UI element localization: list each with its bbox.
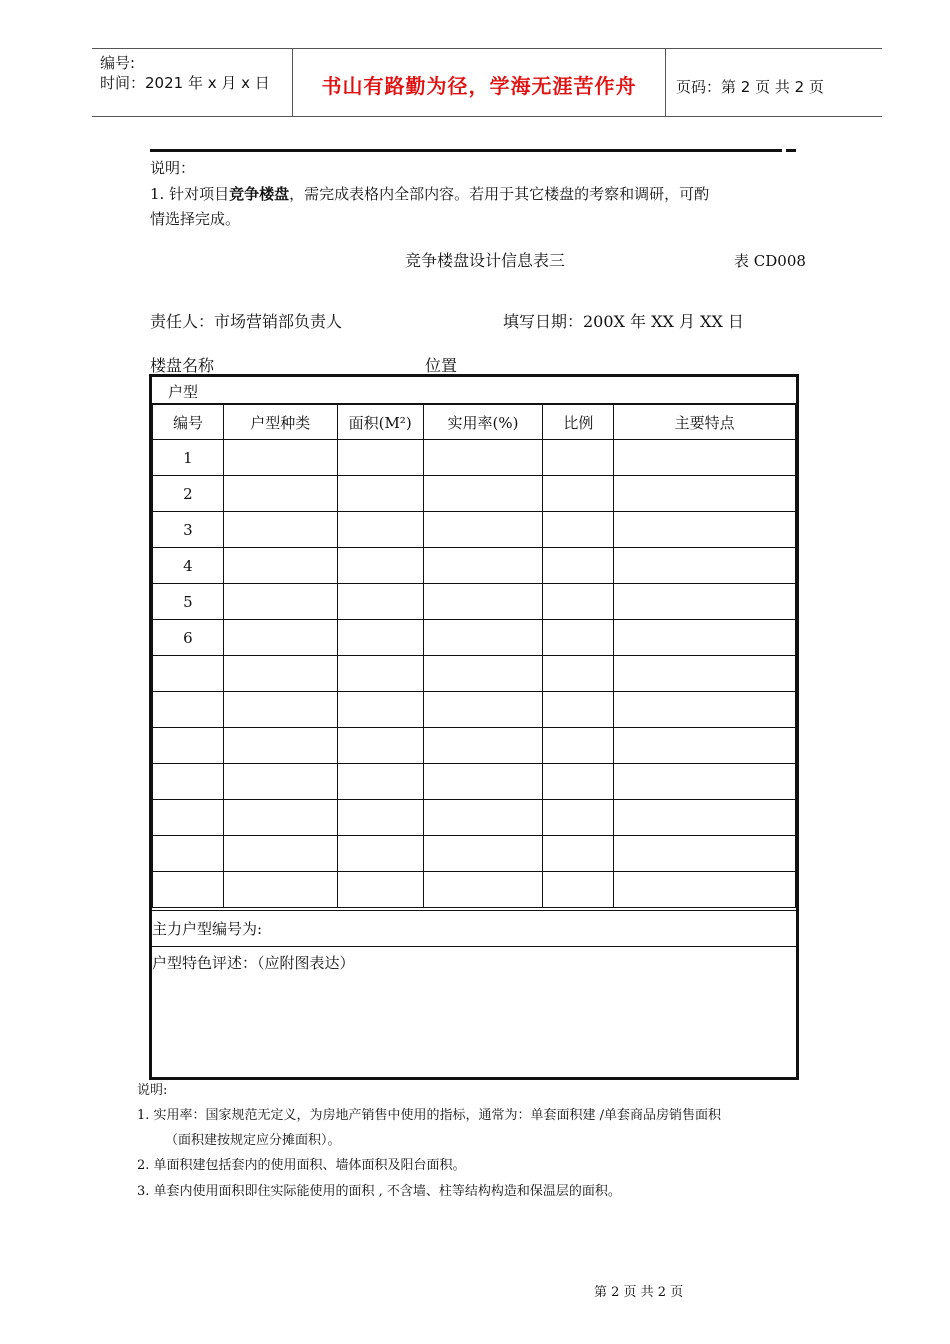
location-label: 位置 bbox=[425, 356, 458, 375]
page-footer: 第 2 页 共 2 页 bbox=[594, 1285, 684, 1300]
entry-cell[interactable] bbox=[423, 764, 543, 800]
entry-cell[interactable] bbox=[543, 764, 614, 800]
intro-label: 说明： bbox=[150, 159, 196, 177]
entry-cell[interactable] bbox=[614, 512, 796, 548]
page-label: 页码：第 2 页 共 2 页 bbox=[676, 78, 824, 96]
entry-cell[interactable] bbox=[423, 440, 543, 476]
entry-cell[interactable] bbox=[337, 764, 423, 800]
table-row bbox=[153, 656, 796, 692]
entry-cell[interactable] bbox=[543, 800, 614, 836]
entry-cell[interactable] bbox=[337, 512, 423, 548]
entry-cell[interactable] bbox=[543, 476, 614, 512]
entry-cell[interactable] bbox=[614, 764, 796, 800]
entry-cell[interactable] bbox=[614, 728, 796, 764]
form-code: 表 CD008 bbox=[734, 252, 806, 270]
entry-cell[interactable] bbox=[614, 836, 796, 872]
entry-cell[interactable] bbox=[223, 548, 337, 584]
entry-cell[interactable] bbox=[423, 692, 543, 728]
entry-cell[interactable] bbox=[337, 548, 423, 584]
intro-line-2: 情选择完成。 bbox=[150, 210, 241, 228]
table-row bbox=[153, 764, 796, 800]
row-number-cell[interactable] bbox=[153, 656, 224, 692]
entry-cell[interactable] bbox=[543, 656, 614, 692]
form-title: 竞争楼盘设计信息表三 bbox=[404, 251, 565, 270]
header-top-rule bbox=[92, 48, 882, 49]
entry-cell[interactable] bbox=[423, 728, 543, 764]
entry-cell[interactable] bbox=[337, 800, 423, 836]
header-bottom-rule bbox=[92, 116, 882, 117]
footnote-item: 2. 单面积建包括套内的使用面积、墙体面积及阳台面积。 bbox=[137, 1158, 466, 1173]
table-row bbox=[153, 728, 796, 764]
project-name-label: 楼盘名称 bbox=[150, 356, 215, 375]
entry-cell[interactable] bbox=[423, 548, 543, 584]
entry-cell[interactable] bbox=[614, 584, 796, 620]
entry-cell[interactable] bbox=[223, 836, 337, 872]
entry-cell[interactable] bbox=[223, 620, 337, 656]
entry-cell[interactable] bbox=[543, 620, 614, 656]
unit-type-table bbox=[152, 404, 796, 908]
section-rule bbox=[150, 149, 782, 152]
entry-cell[interactable] bbox=[337, 584, 423, 620]
entry-cell[interactable] bbox=[337, 440, 423, 476]
col-header-features: 主要特点 bbox=[614, 405, 796, 440]
entry-cell[interactable] bbox=[223, 692, 337, 728]
entry-cell[interactable] bbox=[423, 836, 543, 872]
entry-cell[interactable] bbox=[423, 656, 543, 692]
table-row bbox=[153, 872, 796, 908]
footnote-item: 3. 单套内使用面积即住实际能使用的面积 , 不含墙、柱等结构构造和保温层的面积。 bbox=[137, 1184, 621, 1199]
responsible-person: 责任人：市场营销部负责人 bbox=[150, 312, 343, 331]
row-rule bbox=[152, 910, 796, 911]
entry-cell[interactable] bbox=[423, 476, 543, 512]
entry-cell[interactable] bbox=[614, 656, 796, 692]
entry-cell[interactable] bbox=[543, 692, 614, 728]
entry-cell[interactable] bbox=[543, 548, 614, 584]
col-header-area: 面积(M²) bbox=[337, 405, 423, 440]
entry-cell[interactable] bbox=[223, 764, 337, 800]
feature-label: 户型特色评述：（应附图表达） bbox=[152, 954, 355, 972]
entry-cell[interactable] bbox=[223, 728, 337, 764]
header-divider bbox=[665, 48, 666, 117]
entry-cell[interactable] bbox=[614, 800, 796, 836]
section-label: 户型 bbox=[168, 383, 199, 401]
footnote-item: 1. 实用率：国家规范无定义，为房地产销售中使用的指标，通常为：单套面积建 /单套商品房销售面积 bbox=[137, 1108, 722, 1123]
section-rule-end bbox=[786, 149, 796, 152]
table-row bbox=[153, 440, 796, 476]
intro-suffix: ，需完成表格内全部内容。若用于其它楼盘的考察和调研，可酌 bbox=[289, 185, 710, 203]
col-header-efficiency: 实用率(%) bbox=[423, 405, 543, 440]
entry-cell[interactable] bbox=[223, 584, 337, 620]
row-number-cell[interactable] bbox=[153, 728, 224, 764]
row-number-cell[interactable]: 3 bbox=[153, 512, 224, 548]
table-row bbox=[153, 476, 796, 512]
footnote-item: （面积建按规定应分摊面积）。 bbox=[165, 1133, 341, 1148]
entry-cell[interactable] bbox=[543, 512, 614, 548]
entry-cell[interactable] bbox=[543, 584, 614, 620]
entry-cell[interactable] bbox=[223, 800, 337, 836]
entry-cell[interactable] bbox=[543, 728, 614, 764]
entry-cell[interactable] bbox=[223, 872, 337, 908]
row-number-cell[interactable] bbox=[153, 692, 224, 728]
entry-cell[interactable] bbox=[543, 872, 614, 908]
entry-cell[interactable] bbox=[337, 836, 423, 872]
table-row bbox=[153, 584, 796, 620]
entry-cell[interactable] bbox=[337, 872, 423, 908]
entry-cell[interactable] bbox=[337, 692, 423, 728]
col-header-type: 户型种类 bbox=[223, 405, 337, 440]
row-number-cell[interactable]: 1 bbox=[153, 440, 224, 476]
row-rule bbox=[152, 946, 796, 947]
row-number-cell[interactable] bbox=[153, 836, 224, 872]
footnote-label: 说明: bbox=[137, 1083, 168, 1098]
table-row bbox=[153, 512, 796, 548]
motto: 书山有路勤为径，学海无涯苦作舟 bbox=[321, 74, 637, 98]
fill-date: 填写日期：200X 年 XX 月 XX 日 bbox=[503, 312, 744, 331]
entry-cell[interactable] bbox=[543, 836, 614, 872]
entry-cell[interactable] bbox=[614, 548, 796, 584]
entry-cell[interactable] bbox=[614, 872, 796, 908]
entry-cell[interactable] bbox=[337, 728, 423, 764]
row-number-cell[interactable] bbox=[153, 800, 224, 836]
time-label: 时间：2021 年 x 月 x 日 bbox=[100, 74, 270, 92]
main-type-label: 主力户型编号为: bbox=[152, 920, 263, 938]
entry-cell[interactable] bbox=[543, 440, 614, 476]
entry-cell[interactable] bbox=[337, 656, 423, 692]
table-row bbox=[153, 800, 796, 836]
entry-cell[interactable] bbox=[614, 620, 796, 656]
row-number-cell[interactable]: 4 bbox=[153, 548, 224, 584]
entry-cell[interactable] bbox=[614, 692, 796, 728]
table-header-row bbox=[153, 405, 796, 440]
row-number-cell[interactable]: 2 bbox=[153, 476, 224, 512]
entry-cell[interactable] bbox=[223, 440, 337, 476]
table-row bbox=[153, 620, 796, 656]
row-number-cell[interactable] bbox=[153, 764, 224, 800]
number-label: 编号: bbox=[100, 54, 136, 72]
table-row bbox=[153, 836, 796, 872]
entry-cell[interactable] bbox=[614, 440, 796, 476]
entry-cell[interactable] bbox=[423, 872, 543, 908]
intro-line-1 bbox=[150, 181, 800, 207]
table-row bbox=[153, 692, 796, 728]
row-number-cell[interactable]: 5 bbox=[153, 584, 224, 620]
table-row bbox=[153, 548, 796, 584]
entry-cell[interactable] bbox=[223, 476, 337, 512]
entry-cell[interactable] bbox=[423, 512, 543, 548]
entry-cell[interactable] bbox=[423, 584, 543, 620]
row-number-cell[interactable]: 6 bbox=[153, 620, 224, 656]
intro-bold: 竞争楼盘 bbox=[229, 185, 290, 203]
col-header-ratio: 比例 bbox=[543, 405, 614, 440]
entry-cell[interactable] bbox=[337, 620, 423, 656]
intro-prefix: 1. 针对项目 bbox=[150, 185, 230, 203]
entry-cell[interactable] bbox=[423, 620, 543, 656]
entry-cell[interactable] bbox=[223, 656, 337, 692]
entry-cell[interactable] bbox=[614, 476, 796, 512]
col-header-number: 编号 bbox=[153, 405, 224, 440]
entry-cell[interactable] bbox=[337, 476, 423, 512]
entry-cell[interactable] bbox=[423, 800, 543, 836]
row-number-cell[interactable] bbox=[153, 872, 224, 908]
entry-cell[interactable] bbox=[223, 512, 337, 548]
